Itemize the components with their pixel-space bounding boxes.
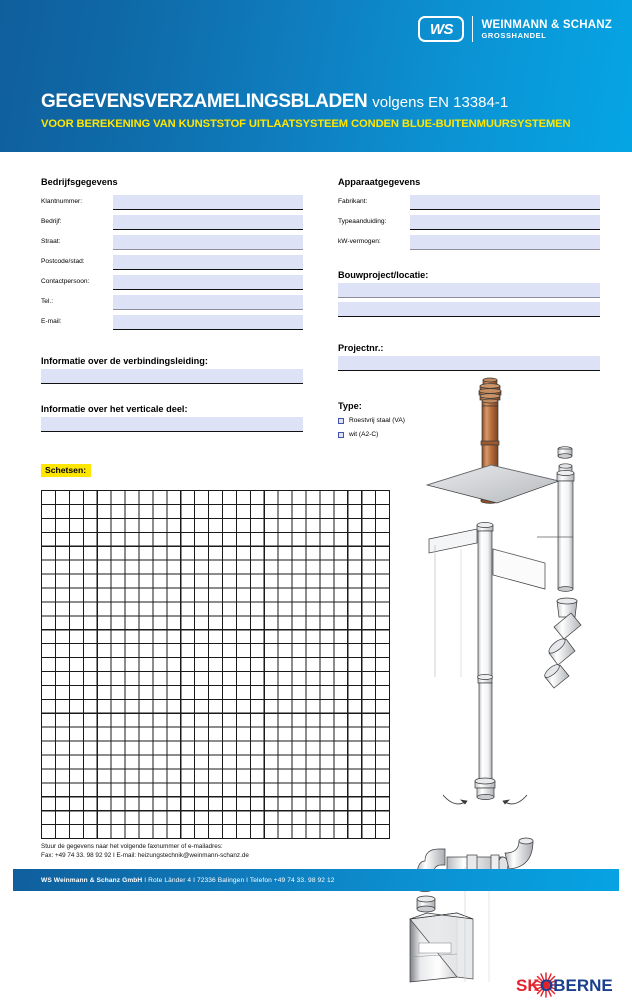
type-section-heading: Type: (338, 401, 362, 411)
boiler-adapter (417, 896, 435, 912)
kw-vermogen-input[interactable] (410, 235, 600, 250)
field-label: Straat: (41, 237, 61, 245)
field-fabrikant[interactable] (338, 194, 600, 210)
title-block (41, 92, 571, 130)
connector-and-arrows (443, 778, 527, 804)
weinmann-schanz-logo (418, 16, 612, 42)
connection-info-input[interactable] (41, 369, 303, 384)
field-label: Postcode/stad: (41, 257, 85, 265)
skoberne-text-blue: OBERNE (540, 976, 613, 995)
field-label: Typeaanduiding: (338, 217, 387, 225)
fax-note-line-2: Fax: +49 74 33. 98 92 92 I E-mail: heizungstechnik@weinmann-schanz.de (41, 852, 249, 860)
fax-note-line-1: Stuur de gegevens naar het volgende faxnummer of e-mailadres: (41, 843, 223, 850)
field-postcode-stad[interactable] (41, 254, 303, 270)
typeaanduiding-input[interactable] (410, 215, 600, 230)
checkbox-icon[interactable] (338, 418, 344, 424)
checkbox-icon[interactable] (338, 432, 344, 438)
field-contactpersoon[interactable] (41, 274, 303, 290)
field-tel[interactable] (41, 294, 303, 310)
field-label: Bedrijf: (41, 217, 62, 225)
device-section-heading: Apparaatgegevens (338, 177, 421, 187)
logo-wordmark (481, 19, 612, 40)
field-label: Klantnummer: (41, 197, 83, 205)
project-location-input-2[interactable] (338, 302, 600, 317)
sketch-grid[interactable] (41, 490, 390, 839)
field-label: Contactpersoon: (41, 277, 90, 285)
page-title-light: volgens EN 13384-1 (372, 94, 509, 112)
sketch-section (41, 460, 91, 478)
fax-instructions (41, 842, 249, 860)
footer-bar-text (13, 877, 335, 884)
logo-divider (472, 16, 473, 42)
footer-address: I Rote Länder 4 I 72336 Balingen I Telefon +49 74 33. 98 92 12 (142, 876, 335, 884)
vertical-section-heading: Informatie over het verticale deel: (41, 404, 188, 414)
spacer (338, 321, 600, 343)
field-label: E-mail: (41, 317, 62, 325)
connection-section-heading: Informatie over de verbindingsleiding: (41, 356, 208, 366)
field-email[interactable] (41, 314, 303, 330)
type-option-label: wit (A2-C) (349, 430, 379, 438)
email-input[interactable] (113, 315, 303, 330)
project-location-heading: Bouwproject/locatie: (338, 270, 429, 280)
field-bedrijf[interactable] (41, 214, 303, 230)
flue-system-illustration (405, 377, 615, 817)
skoberne-logo (516, 972, 612, 998)
page-header (0, 0, 632, 152)
middle-pipe-assembly (429, 522, 545, 679)
footer-company-name: WS Weinmann & Schanz GmbH (41, 876, 143, 884)
roof-flashing-plate (427, 465, 559, 503)
right-elbow-pieces (543, 598, 581, 688)
ws-monogram-icon (418, 16, 464, 42)
contactpersoon-input[interactable] (113, 275, 303, 290)
project-location-input-1[interactable] (338, 283, 600, 298)
fabrikant-input[interactable] (410, 195, 600, 210)
lower-long-pipe (478, 674, 493, 783)
bedrijf-input[interactable] (113, 215, 303, 230)
field-straat[interactable] (41, 234, 303, 250)
postcode-stad-input[interactable] (113, 255, 303, 270)
spacer (41, 334, 303, 356)
field-typeaanduiding[interactable] (338, 214, 600, 230)
tel-input[interactable] (113, 295, 303, 310)
footer-bar (13, 869, 619, 891)
project-number-input[interactable] (338, 356, 600, 371)
company-subtitle: GROSSHANDEL (481, 30, 547, 40)
field-kw-vermogen[interactable] (338, 234, 600, 250)
sketch-section-label: Schetsen: (41, 464, 91, 477)
page-subtitle: VOOR BEREKENING VAN KUNSTSTOF UITLAATSYSTEEM CONDEN BLUE-BUITENMUURSYSTEMEN (41, 118, 571, 130)
type-option-label: Roestvrij staal (VA) (349, 417, 405, 424)
field-label: Tel.: (41, 297, 54, 305)
klantnummer-input[interactable] (113, 195, 303, 210)
company-name: WEINMANN & SCHANZ (481, 18, 612, 31)
boiler-illustration (405, 807, 615, 982)
straat-input[interactable] (113, 235, 303, 250)
field-klantnummer[interactable] (41, 194, 303, 210)
project-number-heading: Projectnr.: (338, 343, 384, 353)
left-column (41, 177, 303, 436)
boiler-unit (410, 913, 473, 982)
field-label: Fabrikant: (338, 197, 368, 205)
vertical-info-input[interactable] (41, 417, 303, 432)
spacer (41, 388, 303, 404)
skoberne-text-red: SK (516, 976, 540, 995)
page-title-bold: GEGEVENSVERZAMELINGSBLADEN (41, 91, 368, 113)
field-label: kW-vermogen: (338, 237, 381, 245)
ws-monogram-text: WS (429, 20, 454, 38)
company-section-heading: Bedrijfsgegevens (41, 177, 118, 187)
page-title (41, 92, 571, 113)
spacer (338, 254, 600, 270)
right-elbow-boiler (505, 838, 533, 869)
